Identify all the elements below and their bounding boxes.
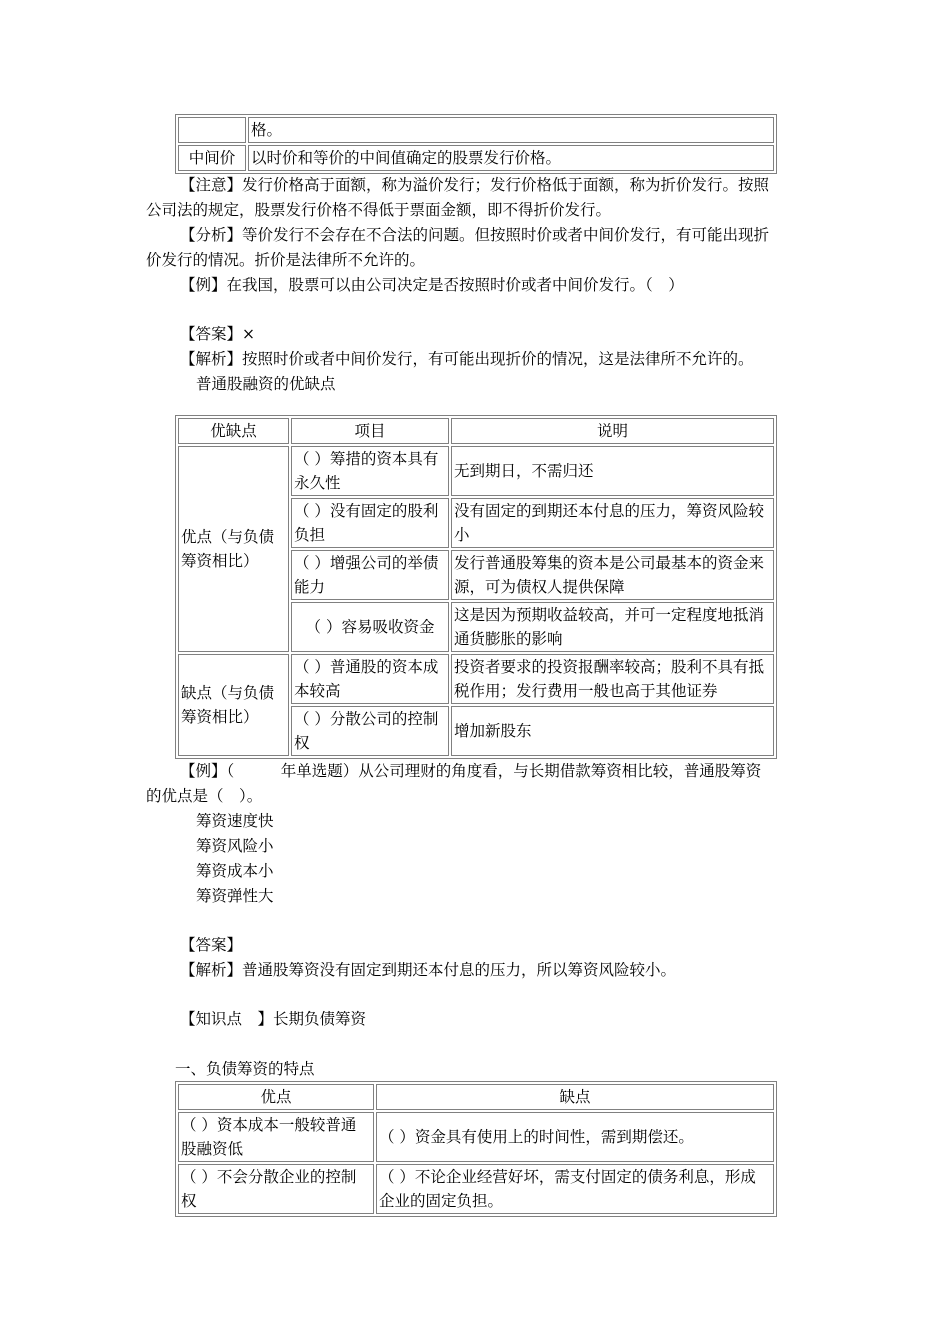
advantage-desc: 这是因为预期收益较高，并可一定程度地抵消通货膨胀的影响 — [451, 602, 774, 652]
advantage-item: （ ）容易吸收资金 — [291, 602, 449, 652]
example2-line-1: 【例】（ 年单选题）从公司理财的角度看，与长期借款筹资相比较，普通股筹资 — [180, 762, 762, 780]
note-line-2: 公司法的规定，股票发行价格不得低于票面金额，即不得折价发行。 — [146, 201, 612, 219]
table-row — [178, 1112, 774, 1162]
header-cell: 优点 — [178, 1084, 374, 1110]
debt-pro: （ ）资本成本一般较普通股融资低 — [178, 1112, 374, 1162]
disadvantage-desc: 投资者要求的投资报酬率较高；股利不具有抵税作用；发行费用一般也高于其他证券 — [451, 654, 774, 704]
answer-line: 【答案】× — [180, 325, 255, 343]
table-header-row — [178, 418, 774, 444]
table-row — [178, 117, 774, 143]
table-row — [178, 446, 774, 496]
header-cell: 优缺点 — [178, 418, 289, 444]
advantage-item: （ ）没有固定的股利负担 — [291, 498, 449, 548]
option-d: 筹资弹性大 — [196, 887, 274, 905]
example-question: 【例】在我国，股票可以由公司决定是否按照时价或者中间价发行。（ ） — [180, 276, 684, 294]
debt-title: 一、负债筹资的特点 — [175, 1060, 315, 1078]
table-row — [178, 654, 774, 704]
advantage-desc: 发行普通股筹集的资本是公司最基本的资金来源，可为债权人提供保障 — [451, 550, 774, 600]
table-cell: 以时价和等价的中间值确定的股票发行价格。 — [248, 145, 774, 171]
debt-con: （ ）资金具有使用上的时间性，需到期偿还。 — [376, 1112, 774, 1162]
option-b: 筹资风险小 — [196, 837, 274, 855]
analysis-line-2: 价发行的情况。折价是法律所不允许的。 — [146, 251, 426, 269]
table-row — [178, 145, 774, 171]
price-table — [175, 114, 777, 174]
knowledge-point: 【知识点 】长期负债筹资 — [180, 1010, 367, 1028]
table-cell: 格。 — [248, 117, 774, 143]
header-cell: 缺点 — [376, 1084, 774, 1110]
note-line-1: 【注意】发行价格高于面额，称为溢价发行；发行价格低于面额，称为折价发行。按照 — [180, 176, 770, 194]
section-title: 普通股融资的优缺点 — [196, 375, 336, 393]
explanation2-line: 【解析】普通股筹资没有固定到期还本付息的压力，所以筹资风险较小。 — [180, 961, 677, 979]
explanation-line: 【解析】按照时价或者中间价发行，有可能出现折价的情况，这是法律所不允许的。 — [180, 350, 754, 368]
table-cell: 中间价 — [178, 145, 246, 171]
option-a: 筹资速度快 — [196, 812, 274, 830]
advantage-label: 优点（与负债筹资相比） — [178, 446, 289, 652]
table-cell — [178, 117, 246, 143]
header-cell: 项目 — [291, 418, 449, 444]
advantage-item: （ ）筹措的资本具有永久性 — [291, 446, 449, 496]
debt-pro: （ ）不会分散企业的控制权 — [178, 1164, 374, 1214]
debt-con: （ ）不论企业经营好坏，需支付固定的债务利息，形成企业的固定负担。 — [376, 1164, 774, 1214]
disadvantage-desc: 增加新股东 — [451, 706, 774, 756]
disadvantage-label: 缺点（与负债筹资相比） — [178, 654, 289, 756]
pros-cons-table — [175, 415, 777, 759]
advantage-item: （ ）增强公司的举债能力 — [291, 550, 449, 600]
advantage-desc: 没有固定的到期还本付息的压力，筹资风险较小 — [451, 498, 774, 548]
debt-table — [175, 1081, 777, 1217]
disadvantage-item: （ ）分散公司的控制权 — [291, 706, 449, 756]
disadvantage-item: （ ）普通股的资本成本较高 — [291, 654, 449, 704]
example2-line-2: 的优点是（ ）。 — [146, 787, 263, 805]
answer2-line: 【答案】 — [180, 936, 243, 954]
table-header-row — [178, 1084, 774, 1110]
advantage-desc: 无到期日，不需归还 — [451, 446, 774, 496]
analysis-line-1: 【分析】等价发行不会存在不合法的问题。但按照时价或者中间价发行，有可能出现折 — [180, 226, 770, 244]
header-cell: 说明 — [451, 418, 774, 444]
option-c: 筹资成本小 — [196, 862, 274, 880]
table-row — [178, 1164, 774, 1214]
